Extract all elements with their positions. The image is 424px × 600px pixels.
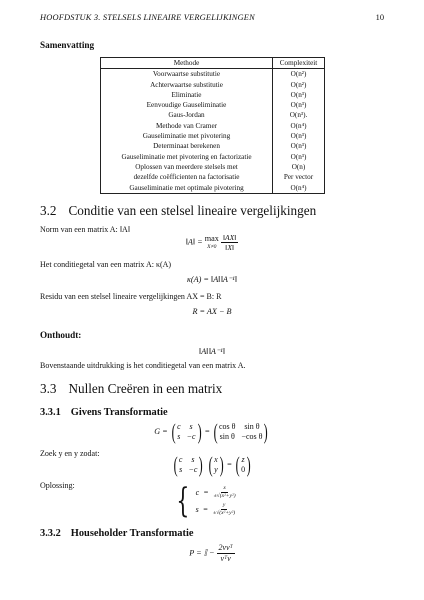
fraction-numerator: y bbox=[222, 502, 226, 508]
fraction-denominator: ±√(x²+y²) bbox=[213, 493, 236, 499]
find-text: Zoek y en y zodat: bbox=[40, 449, 100, 458]
trig-matrix-cells bbox=[219, 422, 263, 442]
norm-text: Norm van een matrix A: ‖A‖ bbox=[40, 225, 131, 234]
norm-formula bbox=[0, 233, 424, 252]
subsection-title-text: Givens Transformatie bbox=[70, 407, 168, 418]
cell-complexity: O(n³) bbox=[273, 152, 325, 162]
g-matrix bbox=[170, 421, 203, 443]
col-header-complexity: Complexiteit bbox=[273, 58, 325, 69]
find-matrix bbox=[172, 454, 205, 476]
cell-complexity: O(n⁴) bbox=[273, 183, 325, 194]
cell-method: Gauseliminatie met optimale pivotering bbox=[101, 183, 273, 194]
table-row bbox=[101, 141, 325, 151]
summary-heading: Samenvatting bbox=[40, 40, 95, 50]
table-row bbox=[101, 80, 325, 90]
matrix-cell: sin θ bbox=[244, 422, 260, 431]
cell-method: dezelfde coëfficienten na factorisatie bbox=[101, 172, 273, 182]
table-row bbox=[101, 90, 325, 100]
right-paren: ) bbox=[219, 452, 224, 477]
matrix-cell: s bbox=[177, 432, 181, 441]
left-paren: ( bbox=[235, 452, 240, 477]
norm-lhs: ‖A‖ = bbox=[185, 237, 203, 247]
cell-complexity: O(n³). bbox=[273, 110, 325, 120]
matrix-cell: s bbox=[191, 455, 195, 464]
solution-formula bbox=[172, 481, 238, 521]
cell-complexity: O(n³) bbox=[273, 100, 325, 110]
cond-text: Het conditiegetal van een matrix A: κ(A) bbox=[40, 260, 172, 269]
summary-table-wrap bbox=[100, 57, 325, 194]
remember-text: Bovenstaande uitdrukking is het conditiegetal van een matrix A. bbox=[40, 361, 246, 370]
find-matrix-cells bbox=[179, 455, 198, 475]
table-row bbox=[101, 110, 325, 120]
fraction-denominator: vᵀv bbox=[220, 554, 231, 563]
cell-method: Gauseliminatie met pivotering en factorizatie bbox=[101, 152, 273, 162]
left-paren: ( bbox=[208, 452, 213, 477]
trig-matrix bbox=[212, 421, 270, 443]
fraction-numerator: 2vvᵀ bbox=[218, 543, 233, 552]
find-rhs-cells bbox=[241, 455, 245, 475]
cell-complexity: O(n³) bbox=[273, 90, 325, 100]
norm-max-subscript: X≠0 bbox=[207, 243, 217, 250]
vector-cell: z bbox=[241, 455, 245, 464]
givens-system-formula bbox=[0, 454, 424, 476]
solution-lines bbox=[196, 485, 238, 517]
table-row bbox=[101, 131, 325, 141]
cell-complexity: O(n) bbox=[273, 162, 325, 172]
norm-numerator: ‖AX‖ bbox=[222, 233, 237, 242]
cell-method: Determinaat berekenen bbox=[101, 141, 273, 151]
g-matrix-cells bbox=[177, 422, 196, 442]
cell-complexity: O(n²) bbox=[273, 69, 325, 80]
givens-matrix-formula bbox=[0, 421, 424, 443]
section-3-3-title bbox=[40, 381, 222, 397]
cell-method: Methode van Cramer bbox=[101, 121, 273, 131]
right-paren: ) bbox=[197, 419, 202, 444]
equals-sign: = bbox=[204, 426, 210, 436]
solution-c-lhs: c = bbox=[195, 488, 209, 497]
page-number: 10 bbox=[375, 13, 384, 22]
solution-c bbox=[196, 485, 238, 500]
running-header: HOOFDSTUK 3. STELSELS LINEAIRE VERGELIJKINGEN bbox=[40, 13, 255, 22]
section-title-text: Nullen Creëren in een matrix bbox=[68, 381, 223, 396]
remember-heading: Onthoudt: bbox=[40, 330, 82, 340]
residu-formula: R = AX − B bbox=[192, 307, 232, 316]
table-row bbox=[101, 121, 325, 131]
subsection-title-text: Householder Transformatie bbox=[70, 528, 194, 539]
subsection-givens-title bbox=[40, 407, 168, 418]
left-brace: { bbox=[176, 481, 190, 521]
left-paren: ( bbox=[173, 452, 178, 477]
table-row bbox=[101, 183, 325, 194]
right-paren: ) bbox=[264, 419, 269, 444]
norm-max-label: max bbox=[204, 233, 219, 243]
householder-lhs: P = 𝕀 − bbox=[189, 548, 215, 558]
summary-table bbox=[100, 57, 325, 194]
find-rhs bbox=[234, 454, 253, 476]
subsection-number: 3.3.2 bbox=[40, 528, 61, 539]
cell-method: Eliminatie bbox=[101, 90, 273, 100]
solution-c-fraction bbox=[212, 485, 238, 500]
solution-s-lhs: s = bbox=[195, 505, 209, 514]
matrix-cell: c bbox=[178, 455, 183, 464]
table-row bbox=[101, 100, 325, 110]
matrix-cell: sin θ bbox=[219, 432, 235, 441]
norm-fraction bbox=[221, 233, 239, 252]
matrix-cell: −cos θ bbox=[241, 432, 263, 441]
fraction-denominator: ±√(x²+y²) bbox=[213, 510, 236, 516]
table-row bbox=[101, 152, 325, 162]
norm-max bbox=[205, 235, 219, 251]
norm-denominator: ‖X‖ bbox=[225, 243, 235, 252]
table-header-row bbox=[101, 58, 325, 69]
cell-method: Eenvoudige Gauseliminatie bbox=[101, 100, 273, 110]
summary-table-body bbox=[101, 69, 325, 194]
cell-complexity: O(n³) bbox=[273, 131, 325, 141]
cell-complexity: Per vector bbox=[273, 172, 325, 182]
section-title-text: Conditie van een stelsel lineaire vergelijkingen bbox=[68, 203, 317, 218]
matrix-cell: s bbox=[179, 465, 183, 474]
right-paren: ) bbox=[199, 452, 204, 477]
matrix-cell: c bbox=[177, 422, 181, 431]
cell-method: Gaus-Jordan bbox=[101, 110, 273, 120]
col-header-method: Methode bbox=[101, 58, 273, 69]
residu-text: Residu van een stelsel lineaire vergelijkingen AX = B: R bbox=[40, 292, 222, 301]
matrix-cell: −c bbox=[188, 465, 198, 474]
left-paren: ( bbox=[171, 419, 176, 444]
find-vector-cells bbox=[214, 455, 218, 475]
cell-complexity: O(n⁴) bbox=[273, 121, 325, 131]
section-number: 3.2 bbox=[40, 203, 57, 218]
fraction-numerator: x bbox=[223, 485, 226, 491]
cell-complexity: O(n³) bbox=[273, 141, 325, 151]
vector-cell: 0 bbox=[241, 465, 246, 474]
householder-fraction bbox=[217, 543, 235, 564]
solution-s bbox=[196, 502, 238, 517]
cell-method: Achterwaartse substitutie bbox=[101, 80, 273, 90]
equals-sign: = bbox=[227, 459, 232, 469]
cell-method: Gauseliminatie met pivotering bbox=[101, 131, 273, 141]
find-vector bbox=[207, 454, 225, 476]
section-number: 3.3 bbox=[40, 381, 57, 396]
subsection-householder-title bbox=[40, 528, 193, 539]
cell-complexity: O(n²) bbox=[273, 80, 325, 90]
matrix-cell: cos θ bbox=[218, 422, 236, 431]
table-row bbox=[101, 172, 325, 182]
solution-text: Oplossing: bbox=[40, 481, 75, 490]
vector-cell: x bbox=[214, 455, 218, 464]
solution-s-fraction bbox=[211, 502, 237, 517]
householder-formula bbox=[0, 543, 424, 564]
table-row bbox=[101, 69, 325, 80]
vector-cell: y bbox=[214, 465, 218, 474]
subsection-number: 3.3.1 bbox=[40, 407, 61, 418]
table-row bbox=[101, 162, 325, 172]
left-paren: ( bbox=[213, 419, 218, 444]
cond-formula: κ(A) = ‖A‖‖A⁻¹‖ bbox=[187, 275, 237, 284]
right-paren: ) bbox=[246, 452, 251, 477]
remember-formula: ‖A‖‖A⁻¹‖ bbox=[199, 347, 225, 356]
section-3-2-title bbox=[40, 203, 316, 219]
matrix-cell: −c bbox=[186, 432, 196, 441]
cell-method: Voorwaartse substitutie bbox=[101, 69, 273, 80]
g-lhs: G = bbox=[154, 426, 168, 436]
matrix-cell: s bbox=[189, 422, 193, 431]
cell-method: Oplossen van meerdere stelsels met bbox=[101, 162, 273, 172]
